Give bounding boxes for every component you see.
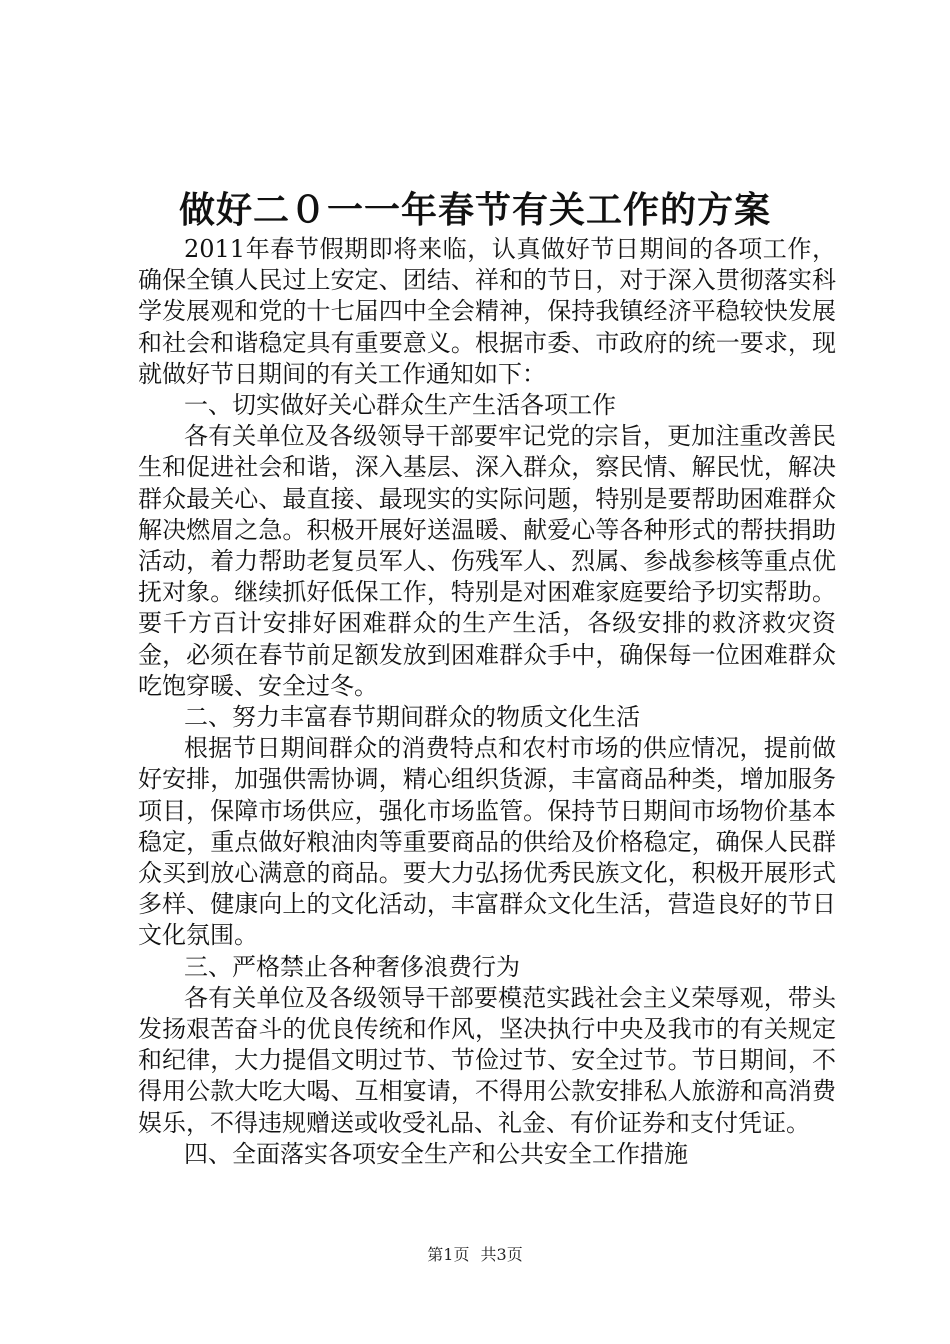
document-body xyxy=(138,234,836,1170)
page-total: 共3页 xyxy=(480,1245,523,1264)
document-title: 做好二０一一年春节有关工作的方案 xyxy=(178,189,771,231)
section-2-heading: 二、努力丰富春节期间群众的物质文化生活 xyxy=(184,703,640,732)
page-number: 第1页 xyxy=(427,1245,470,1264)
page-footer xyxy=(0,1244,950,1266)
section-3-body: 各有关单位及各级领导干部要模范实践社会主义荣辱观，带头发扬艰苦奋斗的优良传统和作风，坚决执行中央及我市的有关规定和纪律，大力提倡文明过节、节俭过节、安全过节。节日期间，不得用公款大吃大喝、互相宴请，不得用公款安排私人旅游和高消费娱乐，不得违规赠送或收受礼品、礼金、有价证券和支付凭证。 xyxy=(138,983,836,1137)
section-1-body: 各有关单位及各级领导干部要牢记党的宗旨，更加注重改善民生和促进社会和谐，深入基层、深入群众，察民情、解民忧，解决群众最关心、最直接、最现实的实际问题，特别是要帮助困难群众解决燃眉之急。积极开展好送温暖、献爱心等各种形式的帮扶捐助活动，着力帮助老复员军人、伤残军人、烈属、参战参核等重点优抚对象。继续抓好低保工作，特别是对困难家庭要给予切实帮助。要千方百计安排好困难群众的生产生活，各级安排的救济救灾资金，必须在春节前足额发放到困难群众手中，确保每一位困难群众吃饱穿暖、安全过冬。 xyxy=(138,422,836,700)
section-1-heading: 一、切实做好关心群众生产生活各项工作 xyxy=(184,391,616,420)
section-2-body: 根据节日期间群众的消费特点和农村市场的供应情况，提前做好安排，加强供需协调，精心组织货源，丰富商品种类，增加服务项目，保障市场供应，强化市场监管。保持节日期间市场物价基本稳定，重点做好粮油肉等重要商品的供给及价格稳定，确保人民群众买到放心满意的商品。要大力弘扬优秀民族文化，积极开展形式多样、健康向上的文化活动，丰富群众文化生活，营造良好的节日文化氛围。 xyxy=(138,734,836,950)
intro-paragraph: 2011年春节假期即将来临，认真做好节日期间的各项工作，确保全镇人民过上安定、团结、祥和的节日，对于深入贯彻落实科学发展观和党的十七届四中全会精神，保持我镇经济平稳较快发展和社会和谐稳定具有重要意义。根据市委、市政府的统一要求，现就做好节日期间的有关工作通知如下： xyxy=(138,235,836,388)
section-4-heading: 四、全面落实各项安全生产和公共安全工作措施 xyxy=(184,1139,688,1168)
section-3-heading: 三、严格禁止各种奢侈浪费行为 xyxy=(184,952,520,981)
